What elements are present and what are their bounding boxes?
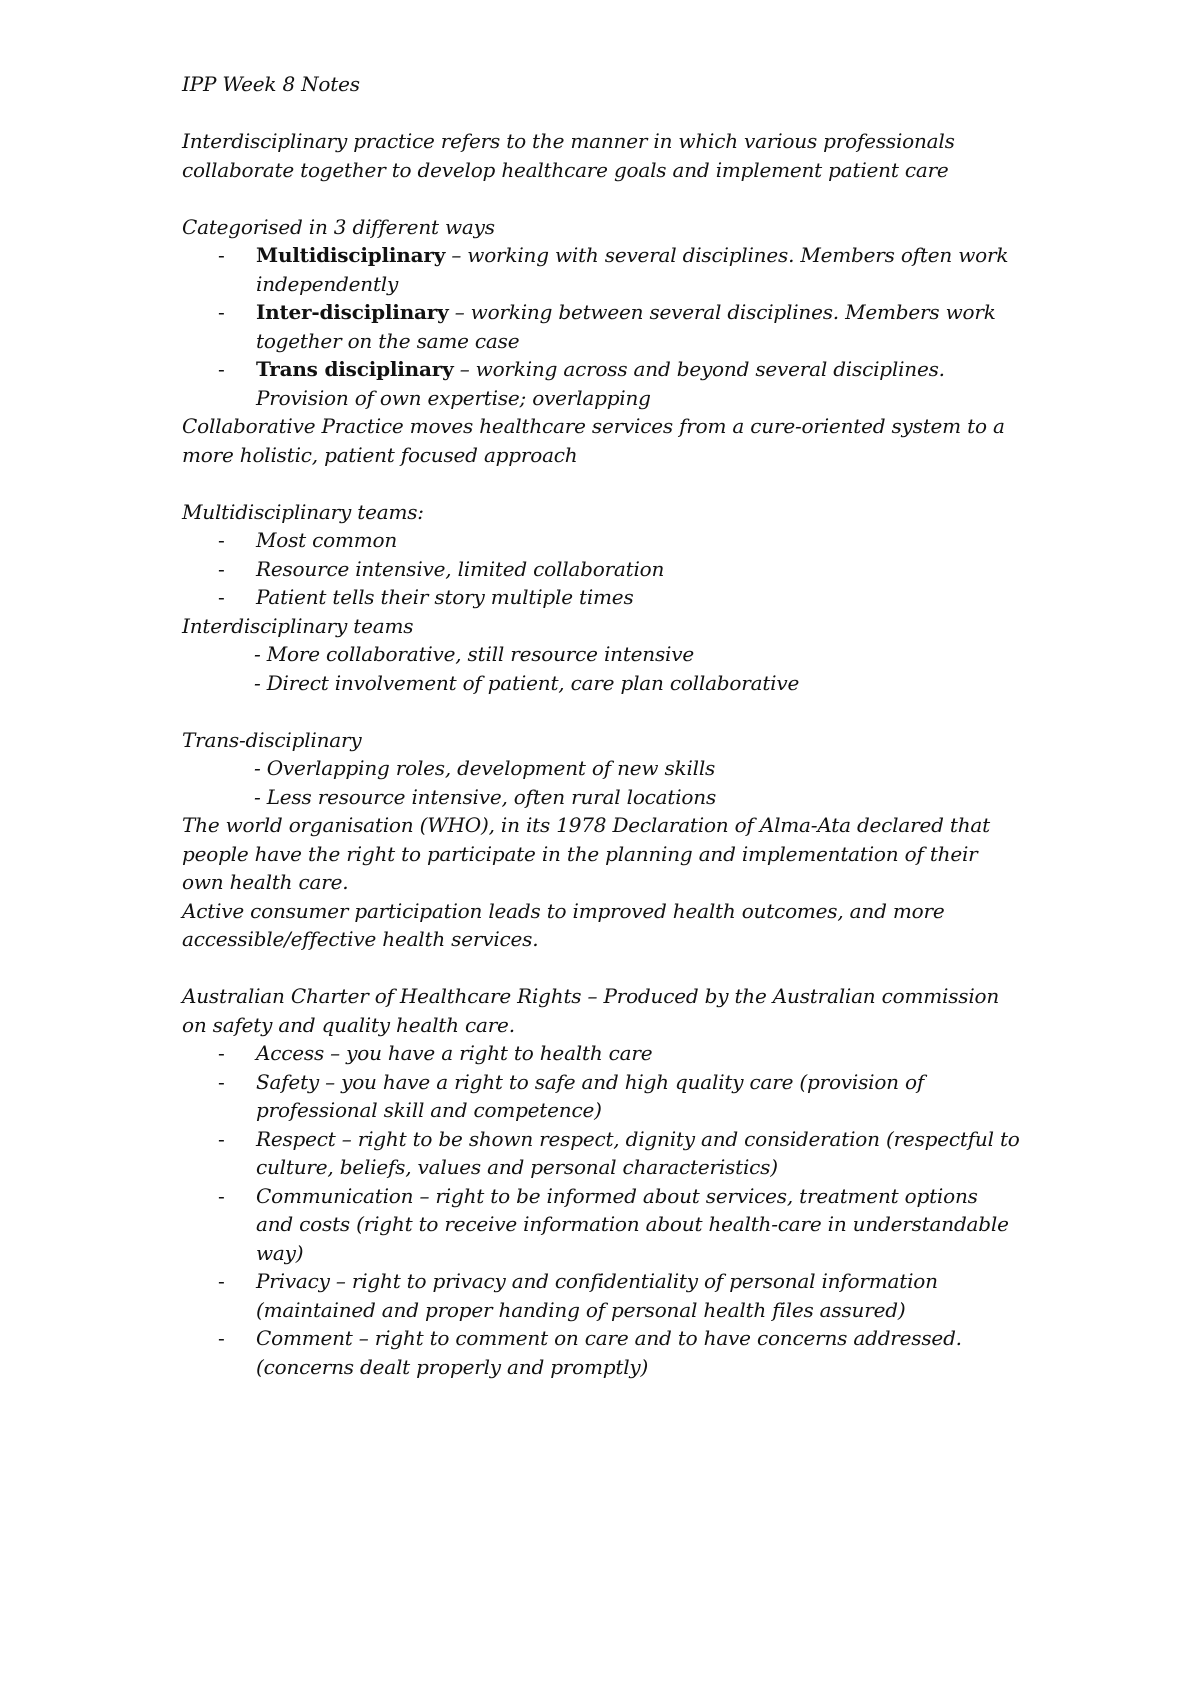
- list-item: - Overlapping roles, development of new skills: [254, 756, 716, 780]
- multidisciplinary-heading: Multidisciplinary teams:: [182, 499, 424, 524]
- list-item: [182, 355, 1082, 412]
- transdisciplinary-list: [182, 754, 1082, 811]
- paragraph-line: Interdisciplinary practice refers to the manner in which various professionals: [182, 129, 955, 153]
- category-term: Trans disciplinary: [256, 357, 454, 381]
- dash-marker: -: [218, 556, 225, 581]
- paragraph-line: Active consumer participation leads to improved health outcomes, and more: [182, 898, 945, 923]
- document-page: [182, 70, 1082, 1381]
- spacer: [182, 697, 1082, 726]
- category-description: – working across and beyond several disciplines.: [453, 357, 945, 381]
- category-term: Inter-disciplinary: [256, 300, 449, 324]
- dash-marker: -: [218, 1069, 225, 1094]
- charter-paragraph: [182, 982, 1082, 1039]
- dash-marker: -: [218, 300, 225, 324]
- dash-marker: -: [218, 1041, 225, 1065]
- category-term: Multidisciplinary: [256, 243, 446, 267]
- spacer: [182, 184, 1082, 213]
- dash-marker: -: [218, 243, 225, 267]
- list-item: - Less resource intensive, often rural locations: [254, 784, 717, 809]
- category-description: together on the same case: [256, 328, 520, 353]
- list-item: - Access – you have a right to health care: [182, 1039, 1082, 1068]
- dash-marker: -: [218, 1326, 225, 1350]
- interdisciplinary-heading: Interdisciplinary teams: [182, 613, 414, 638]
- paragraph-line: Collaborative Practice moves healthcare services from a cure-oriented system to a: [182, 414, 1005, 438]
- document-title: IPP Week 8 Notes: [182, 72, 360, 96]
- list-item: - Most common: [182, 526, 1082, 555]
- paragraph-line: The world organisation (WHO), in its 1978 Declaration of Alma-Ata declared that: [182, 813, 990, 837]
- charter-rights-list: [182, 1039, 1082, 1381]
- who-paragraph: [182, 811, 1082, 897]
- list-item: - Comment – right to comment on care and to have concerns addressed. (concerns dealt properly and promptly): [218, 1326, 962, 1379]
- dash-marker: -: [218, 528, 225, 552]
- category-description: – working with several disciplines. Members often work: [445, 243, 1009, 267]
- list-item: - Privacy – right to privacy and confidentiality of personal information (maintained and proper handing of personal health files assured): [218, 1269, 938, 1322]
- dash-marker: -: [218, 585, 225, 609]
- paragraph-line: accessible/effective health services.: [182, 927, 539, 951]
- category-description: Provision of own expertise; overlapping: [256, 385, 651, 410]
- paragraph-line: Australian Charter of Healthcare Rights – Produced by the Australian commission: [182, 984, 1000, 1008]
- paragraph-line: on safety and quality health care.: [182, 1012, 515, 1037]
- category-description: independently: [256, 271, 399, 296]
- intro-paragraph: [182, 127, 1082, 184]
- multidisciplinary-list: [182, 526, 1082, 612]
- paragraph-line: more holistic, patient focused approach: [182, 442, 578, 467]
- list-item: - More collaborative, still resource intensive: [254, 642, 694, 666]
- list-item: - Direct involvement of patient, care plan collaborative: [254, 670, 800, 695]
- categories-list: [182, 241, 1082, 412]
- list-item: - Safety – you have a right to safe and high quality care (provision of professional skill and competence): [218, 1069, 925, 1122]
- paragraph-line: own health care.: [182, 870, 349, 894]
- spacer: [182, 469, 1082, 498]
- paragraph-line: people have the right to participate in the planning and implementation of their: [182, 841, 978, 866]
- dash-marker: -: [218, 1126, 225, 1151]
- interdisciplinary-list: [182, 640, 1082, 697]
- dash-marker: -: [218, 1183, 225, 1208]
- list-item: - Resource intensive, limited collaboration: [182, 555, 1082, 584]
- category-description: – working between several disciplines. Members work: [448, 300, 996, 324]
- transdisciplinary-heading: Trans-disciplinary: [182, 727, 362, 752]
- paragraph-line: collaborate together to develop healthcare goals and implement patient care: [182, 157, 949, 182]
- spacer: [182, 954, 1082, 983]
- consumer-paragraph: [182, 897, 1082, 954]
- list-item: [182, 298, 1082, 355]
- collaborative-paragraph: [182, 412, 1082, 469]
- list-item: [182, 241, 1082, 298]
- dash-marker: -: [218, 357, 225, 381]
- list-item: - Communication – right to be informed about services, treatment options and costs (right to receive information about health-care in understandable way): [218, 1183, 1009, 1265]
- list-item: - Respect – right to be shown respect, dignity and consideration (respectful to culture, beliefs, values and personal characteristics): [218, 1126, 1020, 1179]
- categories-heading: Categorised in 3 different ways: [182, 214, 495, 239]
- list-item: - Patient tells their story multiple times: [182, 583, 1082, 612]
- dash-marker: -: [218, 1269, 225, 1293]
